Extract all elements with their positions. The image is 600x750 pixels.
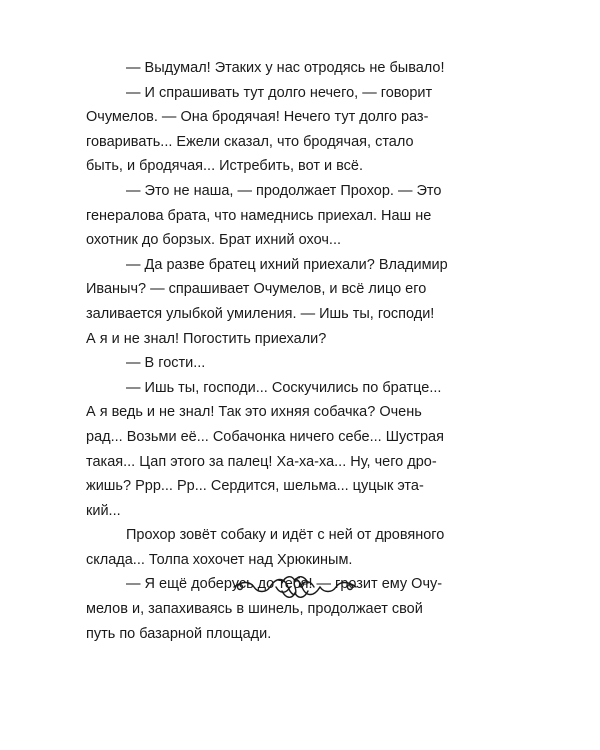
paragraph [106,351,466,376]
text-line: заливается улыбкой умиления. — Ишь ты, господи! [86,305,435,322]
text-line: охотник до борзых. Брат ихний охоч... [86,232,342,249]
text-line: — Да разве братец ихний приехали? Владимир [126,256,448,273]
text-line: — Ишь ты, господи... Соскучились по братце... [126,379,442,396]
text-line: говаривать... Ежели сказал, что бродячая, стало [86,133,414,150]
text-line: Прохор зовёт собаку и идёт с ней от дровяного [126,527,445,544]
flourish-divider-icon [232,572,358,602]
paragraph [86,523,466,572]
paragraph [86,376,466,524]
text-line: склада... Толпа хохочет над Хрюкиным. [86,551,353,568]
text-line: Очумелов. — Она бродячая! Нечего тут долго раз- [86,109,429,126]
text-line: — Выдумал! Этаких у нас отродясь не бывало! [126,60,445,76]
text-line: быть, и бродячая... Истребить, вот и всё. [86,158,364,175]
text-line: — В гости... [126,355,206,372]
text-line: — Это не наша, — продолжает Прохор. — Это [126,182,442,199]
story-text [86,56,466,646]
text-line: Иваныч? — спрашивает Очумелов, и всё лицо его [86,281,427,298]
text-line: такая... Цап этого за палец! Ха-ха-ха... Ну, чего дро- [86,453,437,470]
paragraph [86,81,466,179]
text-line: А я и не знал! Погостить приехали? [86,330,327,347]
text-line: кий... [86,502,121,519]
paragraph [106,56,466,81]
text-line: рад... Возьми её... Собачонка ничего себе... Шустрая [86,428,444,445]
text-line: жишь? Ррр... Рр... Сердится, шельма... цуцык эта- [86,478,424,495]
text-line: путь по базарной площади. [86,625,272,642]
text-line: — Я ещё доберусь до тебя! — грозит ему Очу- [126,576,443,593]
text-line: А я ведь и не знал! Так это ихняя собачка? Очень [86,404,422,421]
text-line: мелов и, запахиваясь в шинель, продолжает свой [86,601,423,618]
text-line: — И спрашивать тут долго нечего, — говорит [126,84,433,101]
paragraph [86,179,466,253]
text-line: генералова брата, что намеднись приехал. Наш не [86,207,432,224]
paragraph [86,253,466,351]
